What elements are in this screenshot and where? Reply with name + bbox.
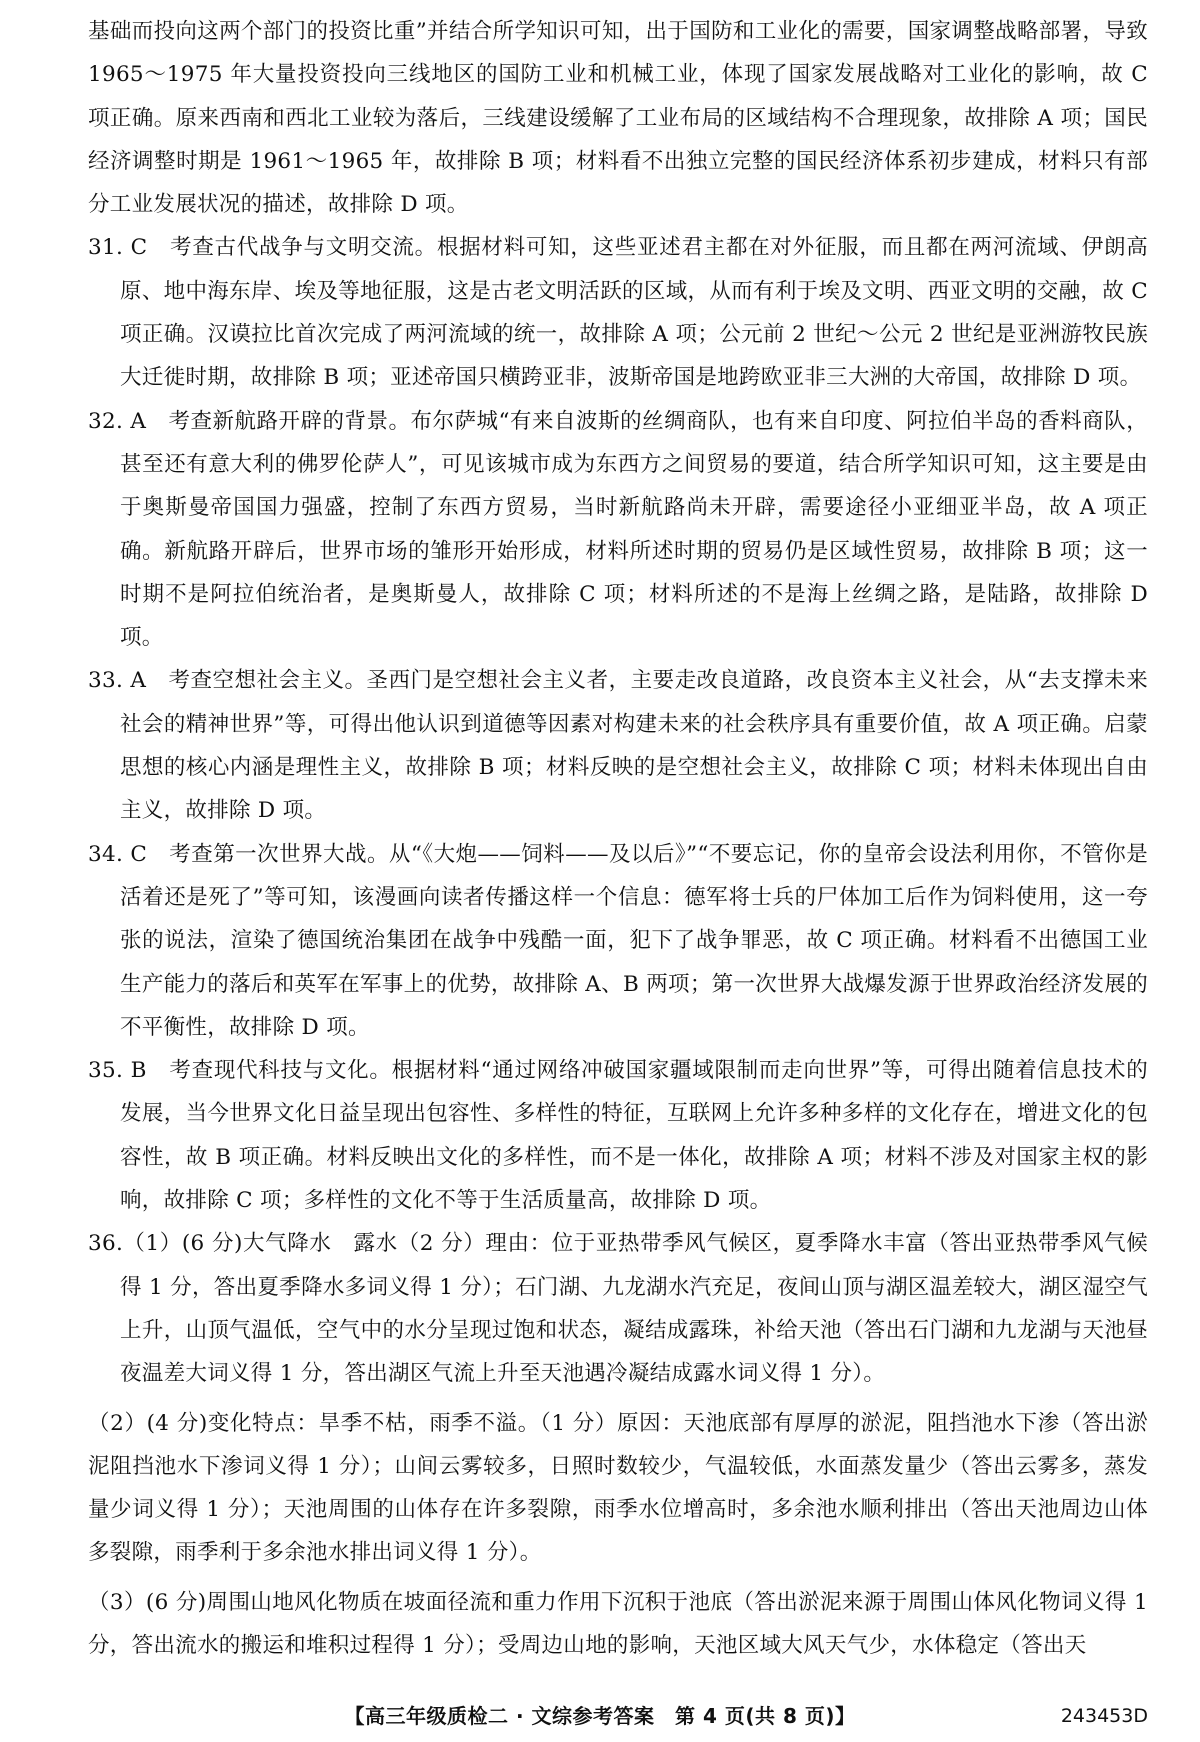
paragraph-q36-part3: （3）(6 分)周围山地风化物质在坡面径流和重力作用下沉积于池底（答出淤泥来源于周围山体风化物词义得 1 分，答出流水的搬运和堆积过程得 1 分）；受周边山地的影响，天池区域大风天气少，水体稳定（答出天	[88, 1589, 1148, 1658]
paragraph-q35: 35. B 考查现代科技与文化。根据材料“通过网络冲破国家疆域限制而走向世界”等，可得出随着信息技术的发展，当今世界文化日益呈现出包容性、多样性的特征，互联网上允许多种多样的文化存在，增进文化的包容性，故 B 项正确。材料反映出文化的多样性，而不是一体化，故排除 A 项；材料不涉及对国家主权的影响，故排除 C 项；多样性的文化不等于生活质量高，故排除 D 项。	[88, 1058, 1148, 1214]
paragraph-q36-part1: 36.（1）(6 分)大气降水 露水（2 分）理由：位于亚热带季风气候区，夏季降水丰富（答出亚热带季风气候得 1 分，答出夏季降水多词义得 1 分）；石门湖、九龙湖水汽充足，夜间山顶与湖区温差较大，湖区湿空气上升，山顶气温低，空气中的水分呈现过饱和状态，凝结成露珠，补给天池（答出石门湖和九龙湖与天池昼夜温差大词义得 1 分，答出湖区气流上升至天池遇冷凝结成露水词义得 1 分）。	[88, 1231, 1148, 1387]
document-code: 243453D	[1060, 1705, 1148, 1727]
footer-title: 【高三年级质检二 · 文综参考答案 第 4 页(共 8 页)】	[344, 1704, 856, 1728]
paragraph-q36-part2: （2）(4 分)变化特点：旱季不枯，雨季不溢。（1 分）原因：天池底部有厚厚的淤泥，阻挡池水下渗（答出淤泥阻挡池水下渗词义得 1 分）；山间云雾较多，日照时数较少，气温较低，水面蒸发量少（答出云雾多，蒸发量少词义得 1 分）；天池周围的山体存在许多裂隙，雨季水位增高时，多余池水顺利排出（答出天池周边山体多裂隙，雨季利于多余池水排出词义得 1 分）。	[88, 1410, 1148, 1566]
paragraph-q31: 31. C 考查古代战争与文明交流。根据材料可知，这些亚述君主都在对外征服，而且都在两河流域、伊朗高原、地中海东岸、埃及等地征服，这是古老文明活跃的区域，从而有利于埃及文明、西亚文明的交融，故 C 项正确。汉谟拉比首次完成了两河流域的统一，故排除 A 项；公元前 2 世纪～公元 2 世纪是亚洲游牧民族大迁徙时期，故排除 B 项；亚述帝国只横跨亚非，波斯帝国是地跨欧亚非三大洲的大帝国，故排除 D 项。	[88, 235, 1148, 391]
paragraph-q34: 34. C 考查第一次世界大战。从“《大炮——饲料——及以后》”“不要忘记，你的皇帝会设法利用你，不管你是活着还是死了”等可知，该漫画向读者传播这样一个信息：德军将士兵的尸体加工后作为饲料使用，这一夸张的说法，渲染了德国统治集团在战争中残酷一面，犯下了战争罪恶，故 C 项正确。材料看不出德国工业生产能力的落后和英军在军事上的优势，故排除 A、B 两项；第一次世界大战爆发源于世界政治经济发展的不平衡性，故排除 D 项。	[88, 841, 1148, 1040]
answer-content	[88, 10, 1148, 1667]
paragraph-q32: 32. A 考查新航路开辟的背景。布尔萨城“有来自波斯的丝绸商队，也有来自印度、阿拉伯半岛的香料商队，甚至还有意大利的佛罗伦萨人”，可见该城市成为东西方之间贸易的要道，结合所学知识可知，这主要是由于奥斯曼帝国国力强盛，控制了东西方贸易，当时新航路尚未开辟，需要途径小亚细亚半岛，故 A 项正确。新航路开辟后，世界市场的雏形开始形成，材料所述时期的贸易仍是区域性贸易，故排除 B 项；这一时期不是阿拉伯统治者，是奥斯曼人，故排除 C 项；材料所述的不是海上丝绸之路，是陆路，故排除 D 项。	[88, 408, 1148, 651]
paragraph-q33: 33. A 考查空想社会主义。圣西门是空想社会主义者，主要走改良道路，改良资本主义社会，从“去支撑未来社会的精神世界”等，可得出他认识到道德等因素对构建未来的社会秩序具有重要价值，故 A 项正确。启蒙思想的核心内涵是理性主义，故排除 B 项；材料反映的是空想社会主义，故排除 C 项；材料未体现出自由主义，故排除 D 项。	[88, 668, 1148, 824]
paragraph-q30-continued: 基础而投向这两个部门的投资比重”并结合所学知识可知，出于国防和工业化的需要，国家调整战略部署，导致 1965～1975 年大量投资投向三线地区的国防工业和机械工业，体现了国家发展战略对工业化的影响，故 C 项正确。原来西南和西北工业较为落后，三线建设缓解了工业布局的区域结构不合理现象，故排除 A 项；国民经济调整时期是 1961～1965 年，故排除 B 项；材料看不出独立完整的国民经济体系初步建成，材料只有部分工业发展状况的描述，故排除 D 项。	[88, 19, 1148, 218]
page-footer	[0, 1700, 1200, 1732]
